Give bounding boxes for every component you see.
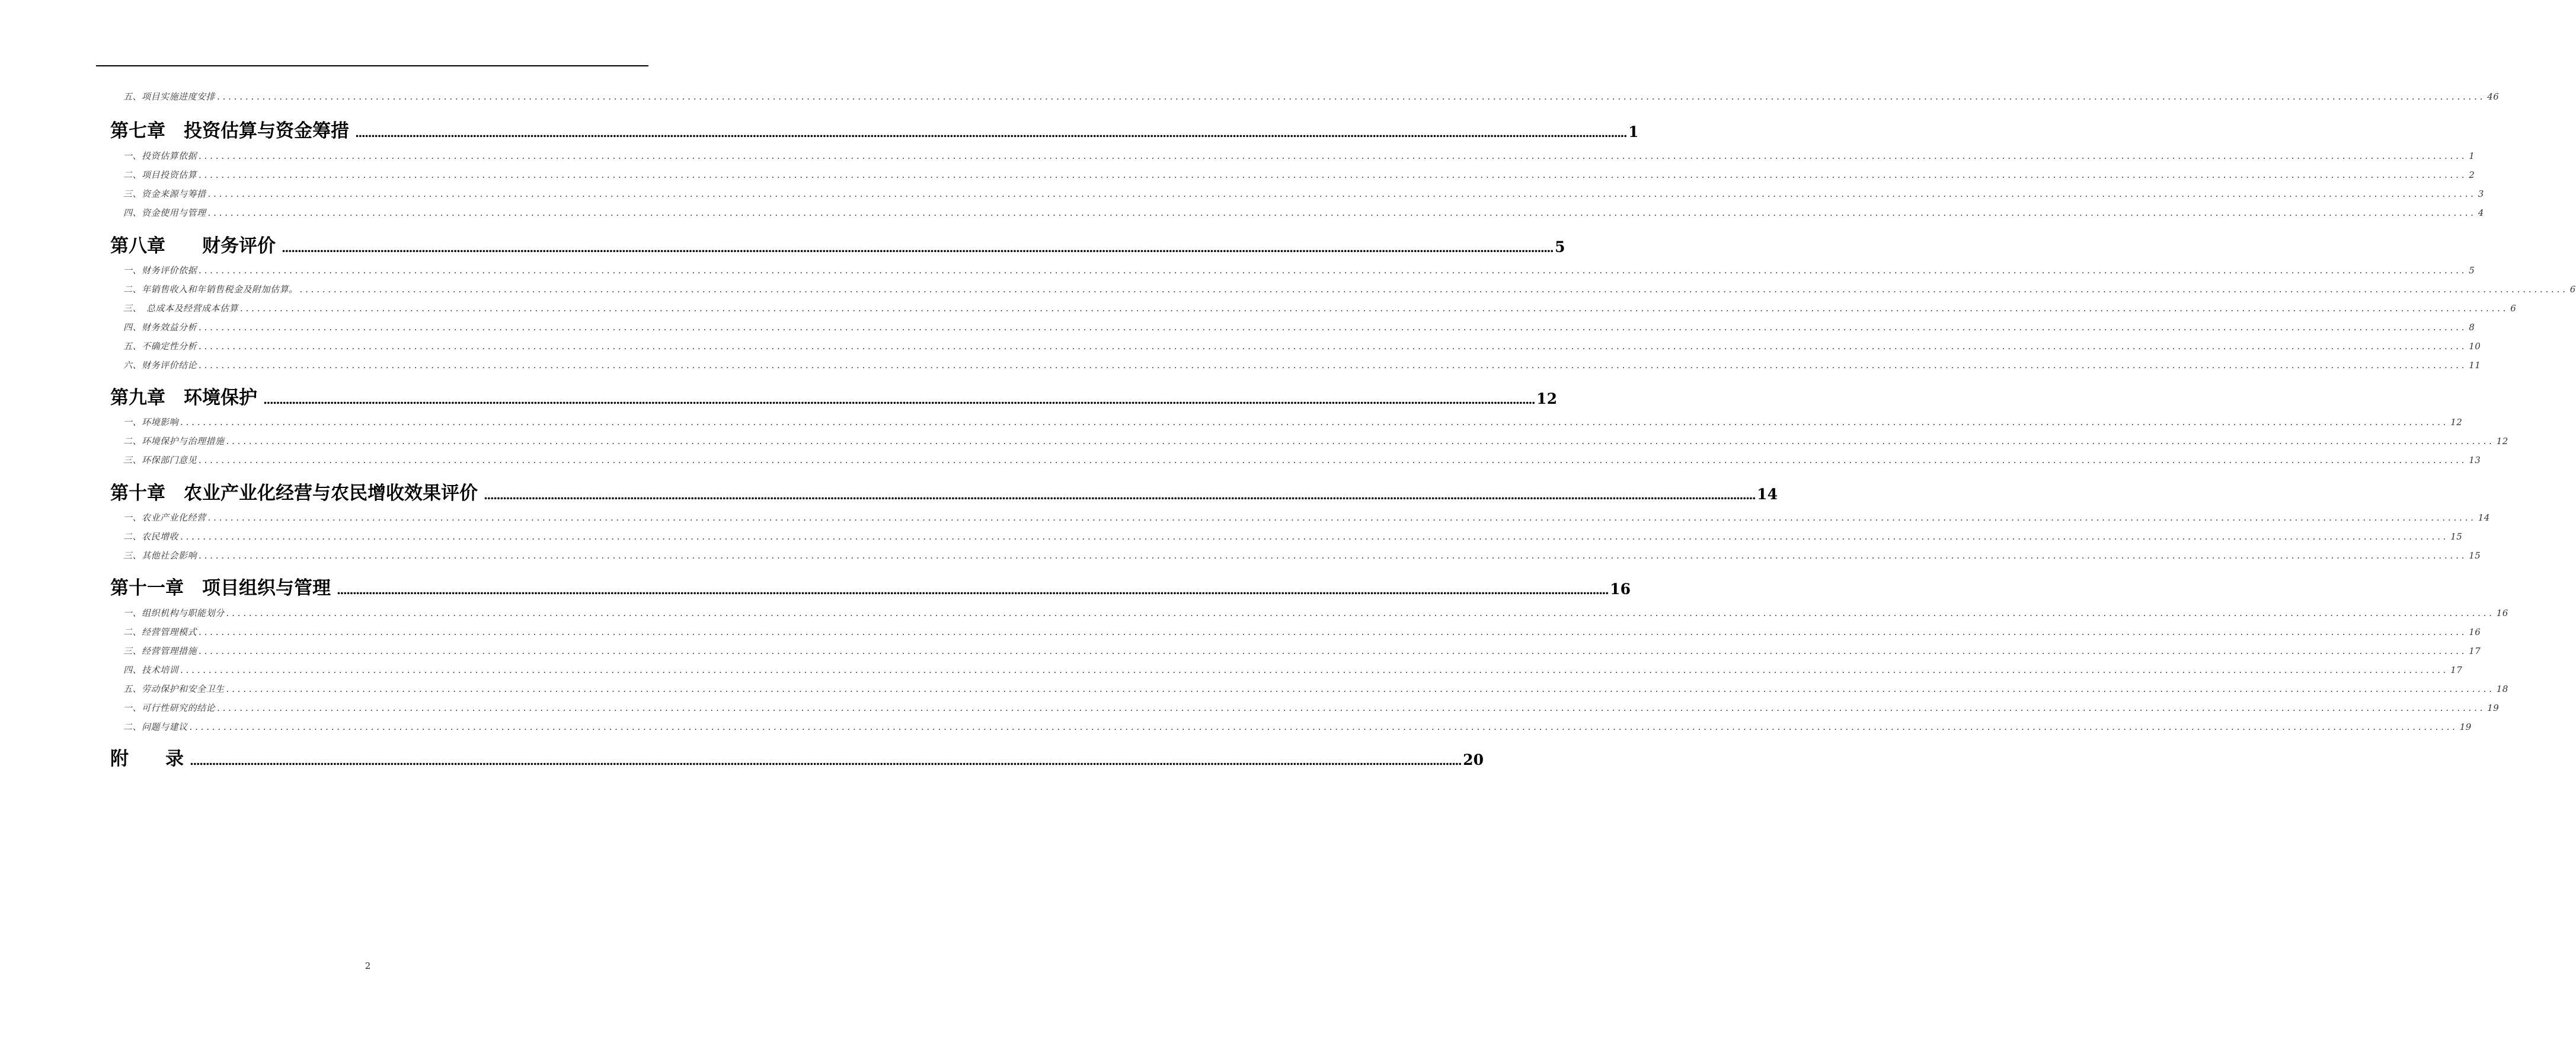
toc-section-entry[interactable] xyxy=(123,511,2490,527)
toc-page-number: 15 xyxy=(2450,531,2463,542)
toc-page-number: 12 xyxy=(2450,417,2463,428)
toc-page-number: 14 xyxy=(2478,512,2490,523)
toc-entry-title: 二、年销售收入和年销售税金及附加估算。 xyxy=(123,284,298,295)
toc-page-number: 19 xyxy=(2487,703,2500,713)
toc-dot-leader: ................................................................................................................................................................................................................................................................................................................................................................................................................ xyxy=(199,151,2468,161)
toc-entry-title: 三、其他社会影响 xyxy=(123,550,197,561)
toc-entry-title: 一、组织机构与职能划分 xyxy=(123,608,225,618)
toc-section-entry[interactable] xyxy=(123,435,2508,450)
toc-dot-leader: ................................................................................................................................................................................................................................................................................................................................................................................................................ xyxy=(199,646,2468,656)
toc-entry-title: 三、 总成本及经营成本估算 xyxy=(123,303,239,314)
toc-dot-leader: ................................................................................................................................................................................................................................................................................................................................................................................................................ xyxy=(180,531,2449,542)
toc-entry-title: 第九章 环境保护 xyxy=(110,387,257,409)
toc-page-number: 1 xyxy=(2469,151,2475,161)
toc-dot-leader: ................................................................................................................................................................................................................................................................................................................................................................................................................ xyxy=(226,608,2495,618)
toc-entry-title: 附 录 xyxy=(110,748,184,770)
toc-page-number: 15 xyxy=(2469,550,2481,561)
toc-entry-title: 二、项目投资估算 xyxy=(123,170,197,180)
toc-entry-title: 一、环境影响 xyxy=(123,417,179,428)
toc-entry-title: 一、投资估算依据 xyxy=(123,151,197,161)
toc-chapter-entry[interactable] xyxy=(110,573,1631,601)
toc-section-entry[interactable] xyxy=(123,264,2475,279)
toc-entry-title: 第七章 投资估算与资金筹措 xyxy=(110,120,349,142)
toc-dot-leader: ................................................................................................................................................................................................................................................................................................................................................................................................................ xyxy=(240,303,2509,314)
toc-page-number: 10 xyxy=(2469,341,2481,352)
toc-page-number: 14 xyxy=(1757,486,1778,503)
toc-entry-title: 五、项目实施进度安排 xyxy=(123,91,216,102)
toc-section-entry[interactable] xyxy=(123,549,2481,564)
toc-page-number: 2 xyxy=(2469,170,2475,180)
toc-chapter-entry[interactable] xyxy=(110,382,1557,411)
toc-chapter-entry[interactable] xyxy=(110,744,1484,772)
toc-dot-leader: ................................................................................................................................................................................................................................................................................................................................................................................................................ xyxy=(199,627,2468,637)
toc-page-number: 46 xyxy=(2487,91,2500,102)
toc-section-entry[interactable] xyxy=(123,302,2517,317)
toc-page-number: 4 xyxy=(2478,208,2484,218)
toc-section-entry[interactable] xyxy=(123,187,2484,203)
toc-entry-title: 第十章 农业产业化经营与农民增收效果评价 xyxy=(110,483,478,504)
toc-dot-leader: ................................................................................................................................................................................................................................................................................................................................................................................................................ xyxy=(282,241,1554,255)
toc-dot-leader: ................................................................................................................................................................................................................................................................................................................................................................................................................ xyxy=(199,360,2468,371)
toc-dot-leader: ................................................................................................................................................................................................................................................................................................................................................................................................................ xyxy=(263,393,1535,407)
toc-chapter-entry[interactable] xyxy=(110,116,1639,144)
toc-entry-title: 六、财务评价结论 xyxy=(123,360,197,371)
toc-page-number: 6 xyxy=(2510,303,2517,314)
page-number: 2 xyxy=(365,961,371,971)
toc-section-entry[interactable] xyxy=(123,206,2484,222)
toc-entry-title: 一、财务评价依据 xyxy=(123,265,197,276)
toc-dot-leader: ................................................................................................................................................................................................................................................................................................................................................................................................................ xyxy=(180,665,2449,675)
toc-dot-leader: ................................................................................................................................................................................................................................................................................................................................................................................................................ xyxy=(207,208,2476,218)
toc-dot-leader: ................................................................................................................................................................................................................................................................................................................................................................................................................ xyxy=(199,170,2468,180)
toc-page-number: 3 xyxy=(2478,189,2484,199)
toc-section-entry[interactable] xyxy=(123,454,2481,469)
toc-dot-leader: ................................................................................................................................................................................................................................................................................................................................................................................................................ xyxy=(199,455,2468,465)
toc-entry-title: 三、环保部门意见 xyxy=(123,455,197,465)
toc-page-number: 16 xyxy=(1610,580,1631,598)
toc-entry-title: 二、问题与建议 xyxy=(123,722,188,732)
toc-page-number: 12 xyxy=(2496,436,2508,446)
toc-dot-leader: ................................................................................................................................................................................................................................................................................................................................................................................................................ xyxy=(190,754,1462,768)
toc-dot-leader: ................................................................................................................................................................................................................................................................................................................................................................................................................ xyxy=(484,488,1756,502)
toc-dot-leader: ................................................................................................................................................................................................................................................................................................................................................................................................................ xyxy=(355,126,1627,140)
toc-entry-title: 五、劳动保护和安全卫生 xyxy=(123,684,225,694)
toc-dot-leader: ................................................................................................................................................................................................................................................................................................................................................................................................................ xyxy=(207,189,2476,199)
toc-dot-leader: ................................................................................................................................................................................................................................................................................................................................................................................................................ xyxy=(199,265,2468,276)
toc-dot-leader: ................................................................................................................................................................................................................................................................................................................................................................................................................ xyxy=(299,284,2568,295)
toc-page-number: 13 xyxy=(2469,455,2481,465)
toc-entry-title: 四、财务效益分析 xyxy=(123,322,197,333)
toc-page-number: 17 xyxy=(2469,646,2481,656)
toc-section-entry[interactable] xyxy=(123,720,2472,736)
toc-page-number: 17 xyxy=(2450,665,2463,675)
toc-section-entry[interactable] xyxy=(123,90,2500,106)
toc-entry-title: 四、技术培训 xyxy=(123,665,179,675)
toc-dot-leader: ................................................................................................................................................................................................................................................................................................................................................................................................................ xyxy=(189,722,2458,732)
toc-entry-title: 第十一章 项目组织与管理 xyxy=(110,578,331,599)
toc-entry-title: 三、资金来源与筹措 xyxy=(123,189,206,199)
toc-page-number: 12 xyxy=(1536,390,1557,407)
toc-chapter-entry[interactable] xyxy=(110,478,1778,506)
toc-page-number: 5 xyxy=(1555,238,1565,256)
toc-dot-leader: ................................................................................................................................................................................................................................................................................................................................................................................................................ xyxy=(199,341,2468,352)
toc-entry-title: 二、农民增收 xyxy=(123,531,179,542)
toc-section-entry[interactable] xyxy=(123,663,2463,679)
toc-section-entry[interactable] xyxy=(123,416,2463,431)
toc-dot-leader: ................................................................................................................................................................................................................................................................................................................................................................................................................ xyxy=(199,550,2468,561)
toc-dot-leader: ................................................................................................................................................................................................................................................................................................................................................................................................................ xyxy=(337,583,1609,597)
toc-entry-title: 第八章 财务评价 xyxy=(110,235,276,257)
toc-section-entry[interactable] xyxy=(123,530,2463,545)
toc-page-number: 20 xyxy=(1463,751,1484,768)
toc-entry-title: 五、不确定性分析 xyxy=(123,341,197,352)
toc-entry-title: 二、环境保护与治理措施 xyxy=(123,436,225,446)
toc-page-number: 18 xyxy=(2496,684,2508,694)
toc-page-number: 8 xyxy=(2469,322,2475,333)
toc-dot-leader: ................................................................................................................................................................................................................................................................................................................................................................................................................ xyxy=(207,512,2476,523)
toc-entry-title: 一、可行性研究的结论 xyxy=(123,703,216,713)
toc-page-number: 1 xyxy=(1628,123,1639,141)
toc-page-number: 19 xyxy=(2459,722,2472,732)
toc-dot-leader: ................................................................................................................................................................................................................................................................................................................................................................................................................ xyxy=(217,703,2486,713)
toc-page-number: 11 xyxy=(2469,360,2481,371)
toc-dot-leader: ................................................................................................................................................................................................................................................................................................................................................................................................................ xyxy=(199,322,2468,333)
toc-page-number: 5 xyxy=(2469,265,2475,276)
toc-entry-title: 三、经营管理措施 xyxy=(123,646,197,656)
toc-section-entry[interactable] xyxy=(123,626,2481,641)
toc-section-entry[interactable] xyxy=(123,168,2475,184)
toc-section-entry[interactable] xyxy=(123,701,2500,717)
toc-section-entry[interactable] xyxy=(123,607,2508,622)
toc-section-entry[interactable] xyxy=(123,645,2481,660)
toc-dot-leader: ................................................................................................................................................................................................................................................................................................................................................................................................................ xyxy=(217,91,2486,102)
toc-section-entry[interactable] xyxy=(123,682,2508,698)
toc-section-entry[interactable] xyxy=(123,359,2481,374)
toc-dot-leader: ................................................................................................................................................................................................................................................................................................................................................................................................................ xyxy=(226,436,2495,446)
toc-section-entry[interactable] xyxy=(123,283,2576,298)
toc-entry-title: 四、资金使用与管理 xyxy=(123,208,206,218)
toc-section-entry[interactable] xyxy=(123,149,2475,165)
toc-page-number: 16 xyxy=(2496,608,2508,618)
toc-section-entry[interactable] xyxy=(123,321,2475,336)
toc-page-number: 6 xyxy=(2569,284,2576,295)
toc-entry-title: 一、农业产业化经营 xyxy=(123,512,206,523)
toc-dot-leader: ................................................................................................................................................................................................................................................................................................................................................................................................................ xyxy=(226,684,2495,694)
toc-page-number: 16 xyxy=(2469,627,2481,637)
toc-dot-leader: ................................................................................................................................................................................................................................................................................................................................................................................................................ xyxy=(180,417,2449,428)
toc-section-entry[interactable] xyxy=(123,340,2481,355)
toc-chapter-entry[interactable] xyxy=(110,231,1565,259)
toc-entry-title: 二、经营管理模式 xyxy=(123,627,197,637)
